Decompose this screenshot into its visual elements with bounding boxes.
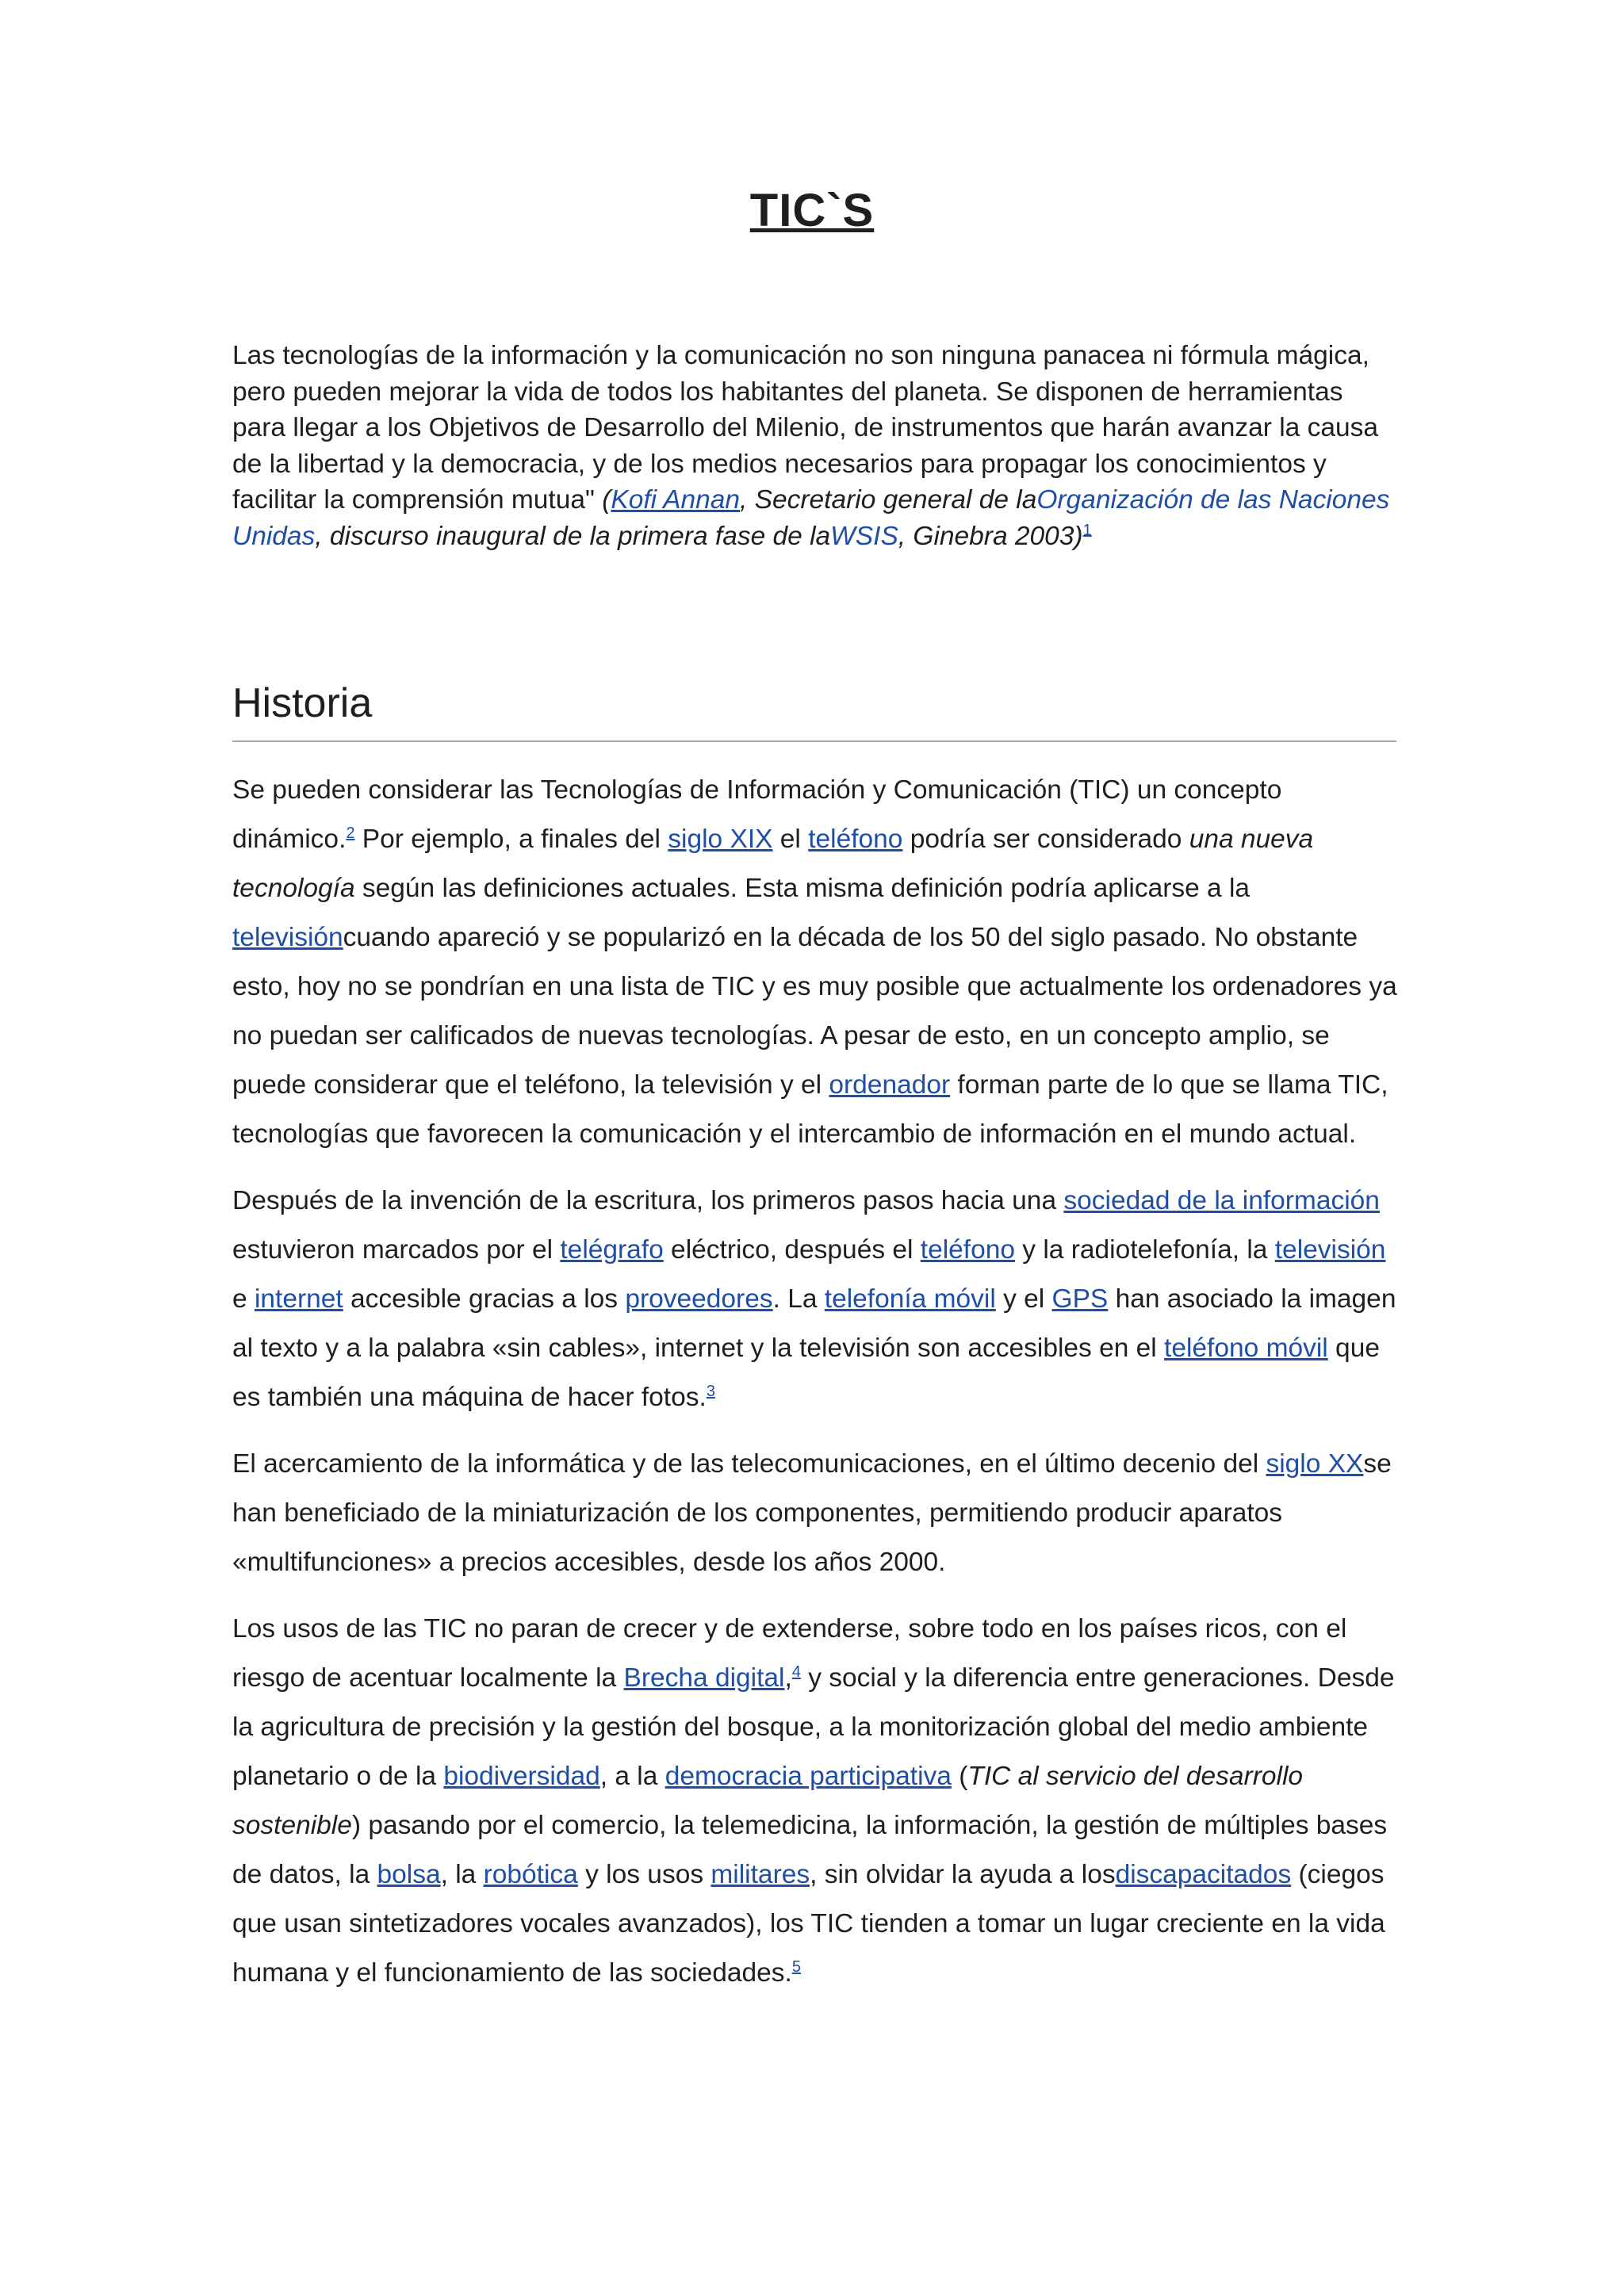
text: ( [951, 1762, 968, 1791]
text: , [784, 1663, 792, 1693]
text: , sin olvidar la ayuda a los [810, 1860, 1116, 1889]
text: podría ser considerado [902, 825, 1189, 854]
link-ordenador[interactable]: ordenador [829, 1070, 951, 1100]
intro-open-paren: ( [602, 485, 611, 515]
intro-text: Las tecnologías de la información y la comunicación no son ninguna panacea ni fórmula mágica, pero pueden mejorar la vida de todos los habitantes del planeta. Se disponen de herramientas para llegar a los Objetivos de Desarrollo del Milenio, de instrumentos que harán avanzar la causa de la libertad y la democracia, y de los medios necesarios para propagar los conocimientos y facilitar la comprensión mutua" [232, 341, 1379, 515]
text: , a la [599, 1762, 665, 1791]
link-siglo-xx[interactable]: siglo XX [1266, 1449, 1364, 1479]
text: ) pasando por el comercio, la telemedicina, la información, la gestión de múltiples bases de datos, la [232, 1811, 1388, 1889]
text: el [772, 825, 809, 854]
link-telegrafo[interactable]: telégrafo [560, 1235, 664, 1265]
link-internet[interactable]: internet [254, 1284, 343, 1314]
text: Se pueden considerar las Tecnologías de Información y Comunicación (TIC) un concepto dinámico. [232, 775, 1282, 854]
link-onu[interactable]: Organización de las Naciones Unidas [232, 485, 1390, 551]
section-heading-historia: Historia [232, 675, 1396, 742]
footnote-ref-2[interactable]: 2 [346, 824, 355, 842]
text: y social y la diferencia entre generaciones. Desde la agricultura de precisión y la gestión del bosque, a la monitorización global del medio ambiente planetario o de la [232, 1663, 1395, 1791]
link-brecha-digital[interactable]: Brecha digital [623, 1663, 785, 1693]
link-television[interactable]: televisión [232, 923, 343, 952]
footnote-ref-4[interactable]: 4 [791, 1663, 801, 1681]
text: y los usos [577, 1860, 711, 1889]
text: (ciegos que usan sintetizadores vocales avanzados), los TIC tienden a tomar un lugar creciente en la vida humana y el funcionamiento de las sociedades. [232, 1860, 1385, 1988]
link-sociedad-informacion[interactable]: sociedad de la información [1063, 1186, 1380, 1215]
text: y la radiotelefonía, la [1014, 1235, 1275, 1265]
text: cuando apareció y se popularizó en la década de los 50 del siglo pasado. No obstante esto, hoy no se pondrían en una lista de TIC y es muy posible que actualmente los ordenadores ya no puedan ser calificados de nuevas tecnologías. A pesar de esto, en un concepto amplio, se puede considerar que el teléfono, la televisión y el [232, 923, 1397, 1100]
document-title: TIC`S [749, 185, 875, 236]
section-body [232, 766, 1398, 2015]
link-democracia-participativa[interactable]: democracia participativa [665, 1762, 952, 1791]
emphasis: una nueva tecnología [232, 825, 1314, 903]
link-siglo-xix[interactable]: siglo XIX [668, 825, 773, 854]
text: se han beneficiado de la miniaturización de los componentes, permitiendo producir aparatos «multifunciones» a precios accesibles, desde los años 2000. [232, 1449, 1392, 1577]
text: estuvieron marcados por el [232, 1235, 561, 1265]
text: Por ejemplo, a finales del [354, 825, 668, 854]
text: Después de la invención de la escritura, los primeros pasos hacia una [232, 1186, 1064, 1215]
text: , la [440, 1860, 484, 1889]
link-discapacitados[interactable]: discapacitados [1115, 1860, 1292, 1889]
paragraph-2 [232, 1177, 1398, 1422]
footnote-ref-5[interactable]: 5 [791, 1957, 801, 1976]
text: accesible gracias a los [343, 1284, 626, 1314]
text: forman parte de lo que se llama TIC, tecnologías que favorecen la comunicación y el intercambio de información en el mundo actual. [232, 1070, 1388, 1149]
text: . La [772, 1284, 825, 1314]
paragraph-1 [232, 766, 1398, 1159]
link-telefono[interactable]: teléfono [920, 1235, 1015, 1265]
emphasis: TIC al servicio del desarrollo sostenible [232, 1762, 1304, 1840]
link-television[interactable]: televisión [1274, 1235, 1386, 1265]
link-telefono[interactable]: teléfono [808, 825, 903, 854]
link-militares[interactable]: militares [710, 1860, 810, 1889]
paragraph-4 [232, 1605, 1398, 1998]
link-proveedores[interactable]: proveedores [625, 1284, 773, 1314]
text: y el [995, 1284, 1052, 1314]
link-telefono-movil[interactable]: teléfono móvil [1164, 1334, 1328, 1363]
link-wsis[interactable]: WSIS [830, 521, 898, 551]
link-kofi-annan[interactable]: Kofi Annan [611, 485, 741, 515]
intro-text-2: , Secretario general de la [740, 485, 1037, 515]
link-telefonia-movil[interactable]: telefonía móvil [824, 1284, 996, 1314]
text: El acercamiento de la informática y de las telecomunicaciones, en el último decenio del [232, 1449, 1266, 1479]
text: han asociado la imagen al texto y a la palabra «sin cables», internet y la televisión son accesibles en el [232, 1284, 1396, 1363]
link-robotica[interactable]: robótica [483, 1860, 578, 1889]
text: Los usos de las TIC no paran de crecer y de extenderse, sobre todo en los países ricos, con el riesgo de acentuar localmente la [232, 1614, 1347, 1693]
paragraph-3 [232, 1440, 1398, 1587]
link-gps[interactable]: GPS [1051, 1284, 1109, 1314]
intro-text-4: , Ginebra 2003) [898, 521, 1083, 551]
text: eléctrico, después el [663, 1235, 921, 1265]
text: que es también una máquina de hacer fotos. [232, 1334, 1380, 1412]
intro-text-3: , discurso inaugural de la primera fase de la [315, 521, 831, 551]
text: e [232, 1284, 255, 1314]
text: según las definiciones actuales. Esta misma definición podría aplicarse a la [354, 874, 1251, 903]
footnote-ref-1[interactable]: 1 [1082, 521, 1092, 539]
footnote-ref-3[interactable]: 3 [706, 1382, 715, 1400]
intro-quote [232, 338, 1398, 554]
link-biodiversidad[interactable]: biodiversidad [443, 1762, 600, 1791]
link-bolsa[interactable]: bolsa [377, 1860, 441, 1889]
